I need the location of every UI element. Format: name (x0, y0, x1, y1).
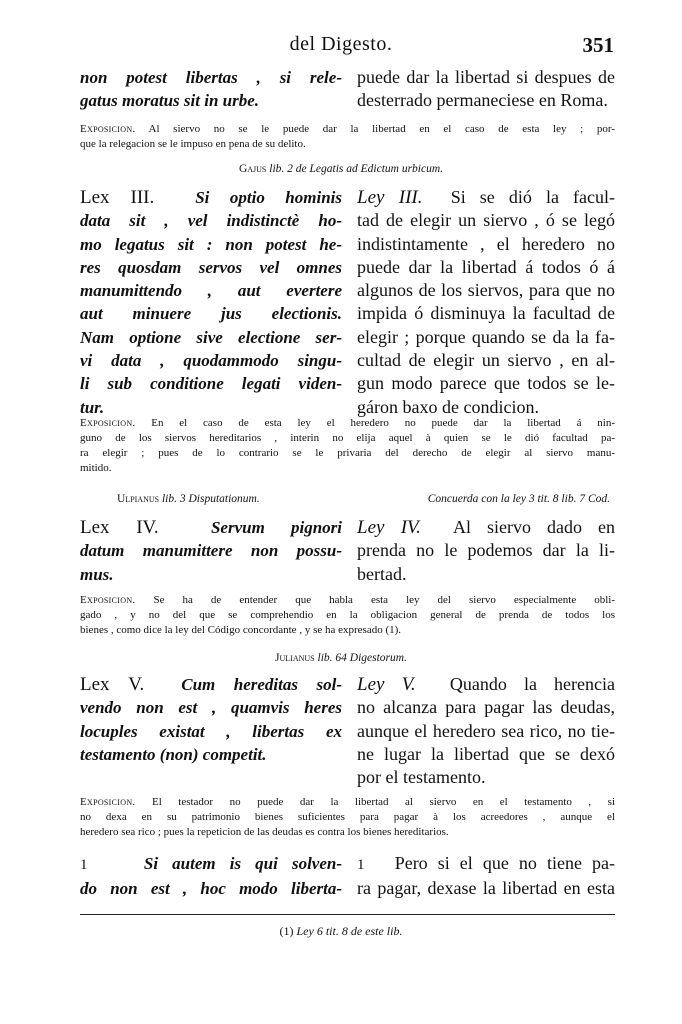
spanish-column (357, 852, 615, 901)
latin-line: datum manumittere non possu- (80, 541, 342, 561)
spanish-line: ne lugar la libertad que se dexó (357, 743, 615, 764)
exposicion-line: mitido. (80, 462, 112, 474)
latin-line: data sit , vel indistinctè ho- (80, 211, 342, 231)
lex-label: Lex IV. (80, 517, 159, 538)
footnote-rule (80, 914, 615, 915)
latin-line: res quosdam servos vel omnes (80, 257, 342, 277)
exposicion-line: heredero sea rico ; pues la repeticion de las deudas es contra los bienes hereditarios. (80, 826, 449, 838)
ley-label: Ley III. (357, 187, 423, 208)
latin-line: vendo non est , quamvis heres (80, 698, 342, 718)
concordance-note: Concuerda con la ley 3 tit. 8 lib. 7 Cod. (427, 493, 610, 505)
exposicion-line: bienes , como dice la ley del Código concordante , y se ha expresado (1). (80, 624, 402, 636)
source-citation: Gajus lib. 2 de Legatis ad Edictum urbicum. (238, 163, 444, 175)
latin-line: manumittendo , aut evertere (80, 281, 342, 301)
source-citation: Julianus lib. 64 Digestorum. (275, 652, 407, 664)
section-number: 1 (80, 857, 88, 873)
exposicion-line: ra elegir ; pues de lo contrario se le privaria del derecho de elegir al siervo manu- (80, 447, 615, 459)
spanish-line: puede dar la libertad si despues de (357, 67, 615, 87)
spanish-line: ra pagar, dexase la libertad en esta (357, 878, 615, 899)
exposicion-line: Exposicion. Al siervo no se le puede dar la libertad en el caso de esta ley ; por- (80, 123, 615, 135)
footnote (0, 924, 682, 939)
spanish-column (357, 186, 615, 419)
exposicion-line: que la relegacion se le impuso en pena de su delito. (80, 138, 306, 150)
latin-line: Nam optione sive electione ser- (80, 327, 342, 347)
spanish-column (357, 66, 615, 113)
spanish-line: cultad de elegir un siervo , en al- (357, 350, 615, 371)
page-number: 351 (582, 33, 614, 57)
spanish-line: Ley IV. Al siervo dado en (357, 517, 615, 538)
spanish-line: prenda no le podemos dar la li- (357, 540, 615, 561)
exposicion-label: Exposicion. (80, 594, 136, 606)
spanish-line: tad de elegir un siervo , ó se legó (357, 210, 615, 231)
lex-label: Lex III. (80, 187, 155, 208)
exposicion-line: Exposicion. En el caso de esta ley el heredero no puede dar la libertad á nin- (80, 417, 615, 429)
latin-column (80, 673, 342, 766)
spanish-line: desterrado permaneciese en Roma. (357, 90, 608, 111)
latin-line: tur. (80, 397, 105, 417)
latin-line: locuples existat , libertas ex (80, 721, 342, 741)
spanish-line: aunque el heredero sea rico, no tie- (357, 720, 615, 741)
latin-line: vi data , quodammodo singu- (80, 351, 342, 371)
spanish-line: puede dar la libertad á todos ó á (357, 256, 615, 277)
spanish-line: algunos de los siervos, para que no (357, 280, 615, 301)
spanish-line: Ley III. Si se dió la facul- (357, 187, 615, 208)
exposicion-label: Exposicion. (80, 123, 136, 135)
latin-line: Lex IV. Servum pignori (80, 517, 342, 538)
latin-line: 1 Si autem is qui solven- (80, 854, 342, 873)
spanish-line: indistintamente , el heredero no (357, 233, 615, 254)
running-header: del Digesto. (289, 33, 393, 55)
exposicion-line: Exposicion. Se ha de entender que habla esta ley del siervo especialmente obli- (80, 594, 615, 606)
latin-column (80, 852, 342, 901)
lex-label: Lex V. (80, 674, 145, 695)
spanish-line: 1 Pero si el que no tiene pa- (357, 853, 615, 873)
latin-line: li sub conditione legati viden- (80, 374, 342, 394)
spanish-line: bertad. (357, 563, 407, 584)
ley-label: Ley V. (357, 674, 416, 695)
latin-column (80, 186, 342, 419)
latin-line: Lex V. Cum hereditas sol- (80, 674, 342, 695)
spanish-line: elegir ; porque quando se da la fa- (357, 326, 615, 347)
spanish-line: impida ó disminuya la facultad de (357, 303, 615, 324)
exposicion-line: no dexa en su patrimonio bienes suficientes para pagar à los acreedores , aunque el (80, 811, 615, 823)
ley-label: Ley IV. (357, 517, 421, 538)
exposicion-label: Exposicion. (80, 796, 136, 808)
exposicion-block (80, 593, 615, 638)
footnote-mark: (1) (279, 924, 294, 938)
spanish-line: Ley V. Quando la herencia (357, 674, 615, 695)
latin-line: testamento (non) competit. (80, 744, 267, 764)
latin-column (80, 66, 342, 113)
spanish-line: no alcanza para pagar las deudas, (357, 697, 615, 718)
exposicion-block (80, 122, 615, 152)
latin-line: non potest libertas , si rele- (80, 68, 342, 87)
spanish-column (357, 516, 615, 586)
source-citation: Ulpianus lib. 3 Disputationum. (117, 493, 260, 505)
spanish-line: por el testamento. (357, 767, 486, 788)
footnote-text: Ley 6 tit. 8 de este lib. (296, 924, 403, 938)
spanish-line: gáron baxo de condicion. (357, 396, 539, 417)
latin-line: mo legatus sit : non potest he- (80, 234, 342, 254)
exposicion-line: Exposicion. El testador no puede dar la libertad al siervo en el testamento , si (80, 796, 615, 808)
exposicion-block (80, 416, 615, 476)
exposicion-block (80, 795, 615, 840)
latin-line: do non est , hoc modo liberta- (80, 879, 342, 899)
spanish-line: gun modo parece que todos se le- (357, 373, 615, 394)
latin-line: mus. (80, 564, 114, 584)
exposicion-label: Exposicion. (80, 417, 136, 429)
latin-line: Lex III. Si optio hominis (80, 187, 342, 208)
latin-line: aut minuere jus electionis. (80, 304, 342, 324)
latin-column (80, 516, 342, 586)
exposicion-line: gado , y no del que se comprehendio en la obligacion general de prenda de todos los (80, 609, 615, 621)
latin-line: gatus moratus sit in urbe. (80, 91, 260, 111)
section-number: 1 (357, 857, 365, 873)
spanish-column (357, 673, 615, 789)
exposicion-line: guno de los siervos hereditarios , interin no elija aquel à quien se le dió facultad pa- (80, 432, 615, 444)
